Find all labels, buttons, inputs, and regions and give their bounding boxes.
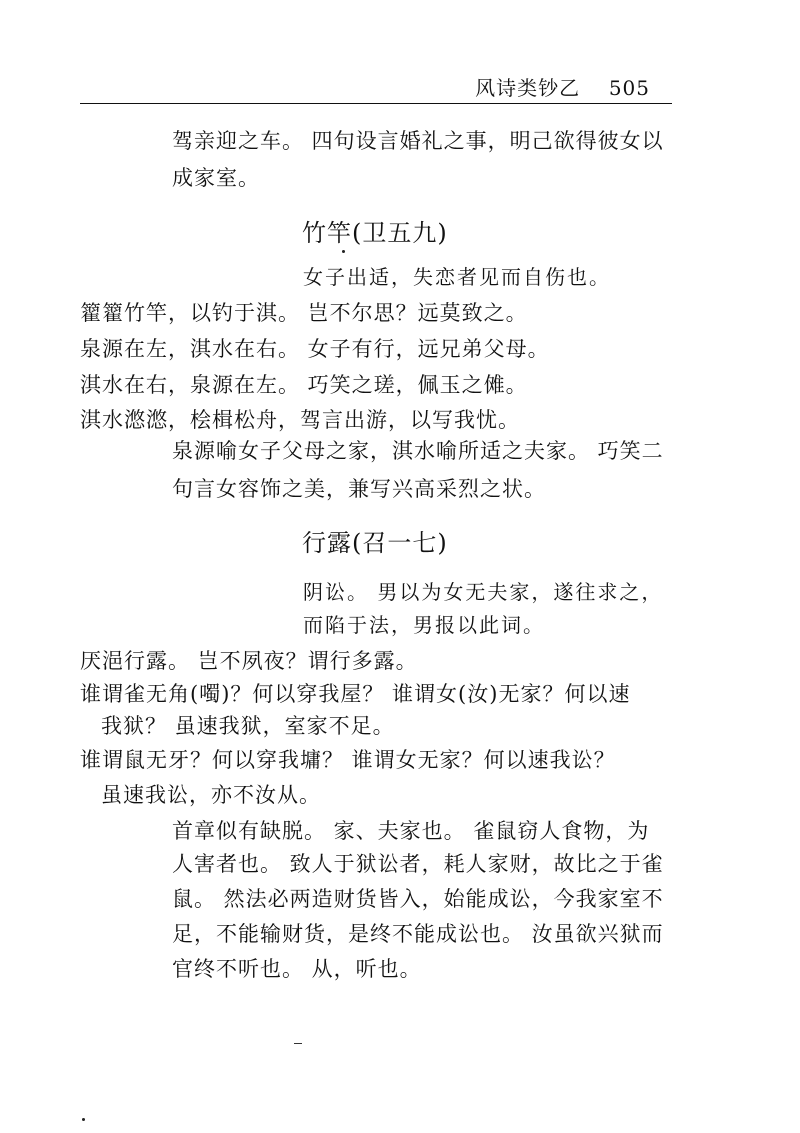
page-number: 505: [608, 76, 650, 100]
poem-line: 厌浥行露。 岂不夙夜？谓行多露。: [80, 649, 418, 673]
commentary-line: 首章似有缺脱。 家、夫家也。 雀鼠窃人食物，为: [172, 819, 650, 843]
poem-line: 我狱？ 虽速我狱，室家不足。: [101, 714, 395, 738]
running-title: 风诗类钞乙: [475, 76, 581, 100]
poem-line: 淇水滺滺，桧楫松舟，驾言出游，以写我忧。: [80, 408, 520, 432]
poem-line: 虽速我讼，亦不汝从。: [101, 783, 321, 807]
commentary-line: 驾亲迎之车。 四句设言婚礼之事，明己欲得彼女以: [172, 129, 664, 153]
running-header: [475, 72, 650, 101]
poem-preface: 阴讼。 男以为女无夫家，遂往求之，: [303, 580, 664, 604]
commentary-line: 官终不听也。 从，听也。: [172, 957, 422, 981]
poem-line: 淇水在右，泉源在左。 巧笑之瑳，佩玉之傩。: [80, 373, 528, 397]
poem-preface: 女子出适，失恋者见而自伤也。: [303, 265, 611, 289]
poem-title: 行露(召一七): [302, 529, 448, 557]
commentary-line: 泉源喻女子父母之家，淇水喻所适之夫家。 巧笑二: [172, 439, 664, 463]
poem-preface: 而陷于法，男报以此词。: [303, 613, 545, 637]
poem-line: 谁谓鼠无牙？何以穿我墉？ 谁谓女无家？何以速我讼？: [80, 748, 616, 772]
commentary-line: 句言女容饰之美，兼写兴高采烈之状。: [172, 477, 546, 501]
poem-line: 籊籊竹竿，以钓于淇。 岂不尔思？远莫致之。: [80, 301, 528, 325]
commentary-line: 足，不能输财货，是终不能成讼也。 汝虽欲兴狱而: [172, 922, 664, 946]
print-speck: [82, 1118, 85, 1121]
print-speck: [294, 1043, 302, 1044]
poem-line: 谁谓雀无角(噣)？何以穿我屋？ 谁谓女(汝)无家？何以速: [80, 682, 631, 706]
commentary-line: 人害者也。 致人于狱讼者，耗人家财，故比之于雀: [172, 852, 664, 876]
commentary-line: 成家室。: [172, 166, 260, 190]
print-speck: [342, 250, 345, 253]
poem-line: 泉源在左，淇水在右。 女子有行，远兄弟父母。: [80, 337, 550, 361]
commentary-line: 鼠。 然法必两造财货皆入，始能成讼，今我家室不: [172, 887, 664, 911]
poem-title: 竹竿(卫五九): [302, 219, 448, 247]
header-rule: [80, 103, 672, 104]
